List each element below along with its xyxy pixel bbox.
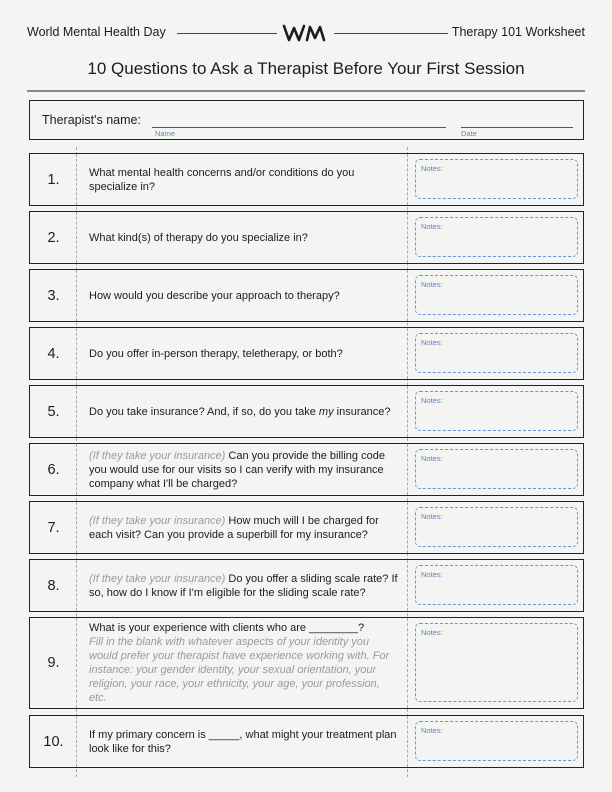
question-content bbox=[89, 405, 390, 419]
question-row bbox=[29, 715, 584, 768]
question-content bbox=[89, 621, 399, 705]
question-number: 6. bbox=[47, 461, 60, 478]
therapist-name-field[interactable] bbox=[152, 127, 446, 128]
page-title: 10 Questions to Ask a Therapist Before Your First Session bbox=[87, 59, 525, 78]
question-content bbox=[89, 572, 399, 600]
question-hint: Fill in the blank with whatever aspects of your identity you would prefer your therapist have experience working with. For instance: your gender identity, your sexual orientation, your religion, your race, your ethnicity, your age, your profession, etc. bbox=[89, 636, 390, 704]
question-content bbox=[89, 166, 399, 194]
notes-label: Notes: bbox=[421, 512, 443, 521]
question-row bbox=[29, 269, 584, 322]
question-text-wrap bbox=[89, 328, 399, 379]
notes-field[interactable] bbox=[415, 449, 578, 489]
question-content bbox=[89, 347, 343, 361]
notes-field[interactable] bbox=[415, 623, 578, 702]
notes-field[interactable] bbox=[415, 333, 578, 373]
notes-field[interactable] bbox=[415, 217, 578, 257]
question-text: What kind(s) of therapy do you specialize in? bbox=[89, 231, 308, 244]
question-row bbox=[29, 153, 584, 206]
question-condition: (If they take your insurance) bbox=[89, 572, 226, 585]
header-right-text: Therapy 101 Worksheet bbox=[451, 25, 585, 39]
question-content bbox=[89, 289, 340, 303]
name-caption: Name bbox=[155, 129, 176, 138]
question-condition: (If they take your insurance) bbox=[89, 514, 226, 527]
notes-label: Notes: bbox=[421, 570, 443, 579]
notes-label: Notes: bbox=[421, 628, 443, 637]
notes-field[interactable] bbox=[415, 159, 578, 199]
question-text: Do you offer in-person therapy, teletherapy, or both? bbox=[89, 347, 343, 360]
question-text: Can you provide the billing code you would use for our visits so I can verify with my insurance company what I'll be charged? bbox=[89, 449, 385, 490]
question-row bbox=[29, 501, 584, 554]
question-row bbox=[29, 443, 584, 496]
question-text: Do you take insurance? And, if so, do you take my insurance? bbox=[89, 405, 391, 418]
question-text-wrap bbox=[89, 618, 399, 708]
notes-label: Notes: bbox=[421, 396, 443, 405]
question-row bbox=[29, 327, 584, 380]
question-number: 2. bbox=[47, 229, 60, 246]
therapist-name-box bbox=[29, 100, 584, 140]
notes-field[interactable] bbox=[415, 391, 578, 431]
question-text-wrap bbox=[89, 154, 399, 205]
question-text: What is your experience with clients who are ________? bbox=[89, 622, 365, 634]
question-text-wrap bbox=[89, 386, 399, 437]
therapist-name-label: Therapist's name: bbox=[42, 113, 141, 127]
question-text: How would you describe your approach to therapy? bbox=[89, 289, 340, 302]
question-row bbox=[29, 211, 584, 264]
question-text: How much will I be charged for each visit? Can you provide a superbill for my insurance? bbox=[89, 514, 379, 541]
header bbox=[27, 22, 585, 44]
question-row bbox=[29, 617, 584, 709]
header-divider-left bbox=[177, 33, 277, 34]
question-number: 7. bbox=[47, 519, 60, 536]
question-text-wrap bbox=[89, 212, 399, 263]
notes-field[interactable] bbox=[415, 721, 578, 761]
question-condition: (If they take your insurance) bbox=[89, 449, 226, 462]
question-number: 9. bbox=[47, 655, 60, 671]
question-text-wrap bbox=[89, 560, 399, 611]
question-text: If my primary concern is _____, what might your treatment plan look like for this? bbox=[89, 728, 397, 755]
header-left-text: World Mental Health Day bbox=[27, 25, 166, 39]
question-number: 10. bbox=[43, 733, 64, 750]
question-row bbox=[29, 385, 584, 438]
question-text-wrap bbox=[89, 444, 399, 495]
notes-field[interactable] bbox=[415, 565, 578, 605]
question-number: 3. bbox=[47, 287, 60, 304]
question-text: Do you offer a sliding scale rate? If so, how do I know if I'm eligible for the sliding scale rate? bbox=[89, 572, 398, 599]
date-caption: Date bbox=[461, 129, 477, 138]
header-divider-right bbox=[334, 33, 448, 34]
notes-label: Notes: bbox=[421, 454, 443, 463]
question-content bbox=[89, 231, 308, 245]
question-number: 1. bbox=[47, 171, 60, 188]
wm-logo-icon bbox=[282, 23, 328, 43]
notes-label: Notes: bbox=[421, 338, 443, 347]
question-content bbox=[89, 514, 399, 542]
question-row bbox=[29, 559, 584, 612]
question-text-wrap bbox=[89, 502, 399, 553]
question-number: 8. bbox=[47, 577, 60, 594]
notes-label: Notes: bbox=[421, 164, 443, 173]
notes-label: Notes: bbox=[421, 280, 443, 289]
question-text: What mental health concerns and/or conditions do you specialize in? bbox=[89, 166, 355, 193]
question-content bbox=[89, 728, 399, 756]
title-divider bbox=[27, 90, 585, 92]
notes-label: Notes: bbox=[421, 222, 443, 231]
notes-label: Notes: bbox=[421, 726, 443, 735]
question-text-wrap bbox=[89, 270, 399, 321]
date-field[interactable] bbox=[461, 127, 573, 128]
question-number: 4. bbox=[47, 345, 60, 362]
question-number: 5. bbox=[47, 403, 60, 420]
notes-field[interactable] bbox=[415, 275, 578, 315]
question-text-wrap bbox=[89, 716, 399, 767]
question-content bbox=[89, 449, 399, 491]
notes-field[interactable] bbox=[415, 507, 578, 547]
